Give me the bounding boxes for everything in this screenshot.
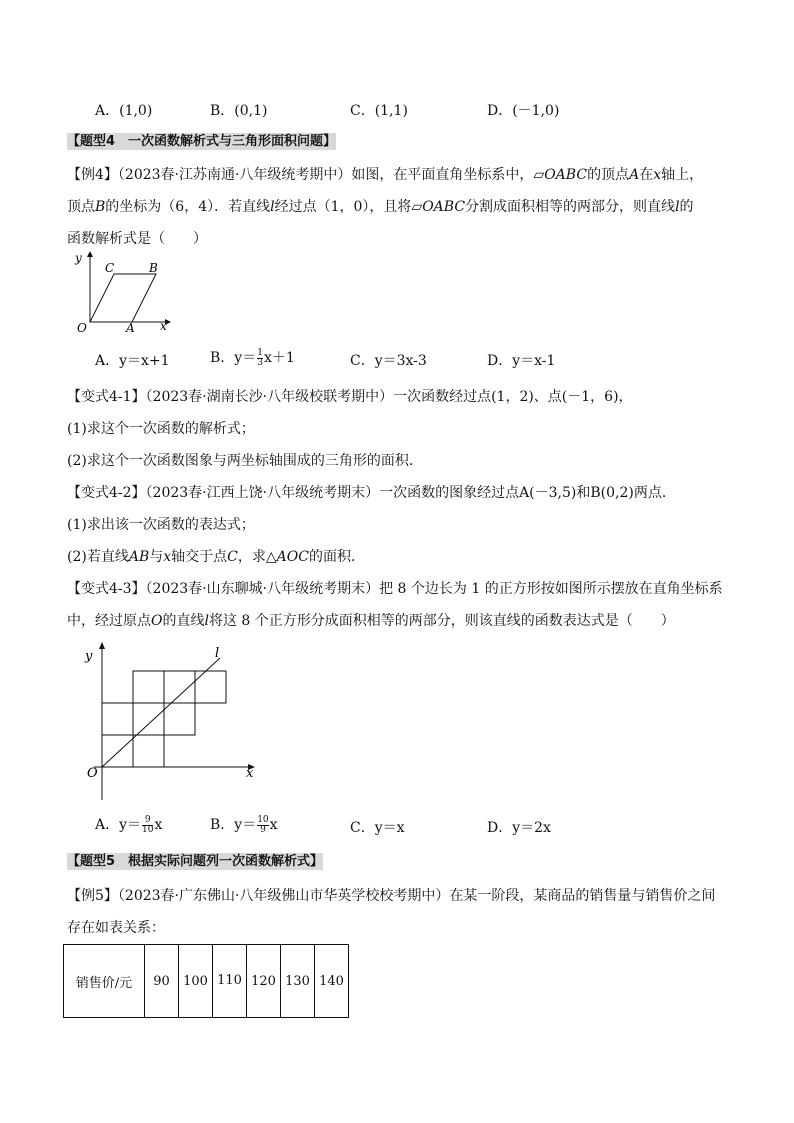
ex4-line3: 函数解析式是（ ） (67, 231, 207, 247)
option-a: A．y＝ $\frac{9}{10}$ x (95, 814, 163, 835)
y-arrow (87, 251, 93, 257)
var41-q1: (1)求这个一次函数的解析式； (67, 421, 255, 437)
table-cell: 110 (213, 945, 247, 1018)
ex4-line2: 顶点B的坐标为（6，4）．若直线l经过点（1，0），且将▱OABC分割成面积相等的两部分，则直线l的 (67, 199, 694, 215)
square (164, 671, 195, 703)
y-arrow (99, 642, 105, 649)
table-cell: 130 (281, 945, 315, 1018)
square (102, 703, 133, 735)
var42-line1: 【变式4-2】（2023春·江西上饶·八年级统考期末）一次函数的图象经过点A(－3,5)和B(0,2)两点． (67, 485, 676, 501)
table-cell: 120 (247, 945, 281, 1018)
square (195, 671, 226, 703)
option-c: C．y＝3x-3 (350, 353, 427, 369)
option-b: B．(0,1) (210, 103, 268, 119)
var41-q2: (2)求这个一次函数图象与两坐标轴围成的三角形的面积． (67, 453, 423, 469)
option-d: D．(－1,0) (487, 103, 560, 119)
label-x: x (160, 319, 167, 333)
option-a: A．(1,0) (95, 103, 153, 119)
option-c: C．(1,1) (350, 103, 408, 119)
label-c: C (105, 261, 115, 275)
table-cell: 90 (145, 945, 179, 1018)
square (133, 735, 164, 767)
var41-line1: 【变式4-1】（2023春·湖南长沙·八年级校联考期中）一次函数经过点(1，2)、点(－1，6)， (67, 389, 633, 405)
label-l: l (215, 646, 220, 661)
parallelogram-oabc (90, 274, 156, 322)
option-b: B．y＝ $\frac{1}{3}$ x＋1 (210, 347, 295, 368)
label-x: x (246, 766, 254, 781)
table-cell: 140 (315, 945, 349, 1018)
label-b: B (149, 261, 158, 275)
label-a: A (126, 321, 135, 335)
square (133, 671, 164, 703)
ex5-line2: 存在如表关系： (67, 920, 165, 936)
label-y: y (75, 251, 82, 265)
table-cell: 100 (179, 945, 213, 1018)
topic4-heading: 【题型4 一次函数解析式与三角形面积问题】 (67, 134, 337, 149)
var42-q2: (2)若直线AB与x轴交于点C，求△AOC的面积． (67, 549, 365, 565)
option-d: D．y＝x-1 (487, 353, 556, 369)
squares-figure (80, 640, 280, 805)
option-b: B．y＝ $\frac{10}{9}$ x (210, 814, 278, 835)
label-o: O (87, 766, 98, 781)
var43-line2: 中，经过原点O的直线l将这 8 个正方形分成面积相等的两部分，则该直线的函数表达式是（ ） (67, 613, 675, 629)
parallelogram-figure (70, 250, 190, 340)
var42-q1: (1)求出该一次函数的表达式； (67, 517, 255, 533)
option-d: D．y＝2x (487, 820, 551, 836)
square (133, 703, 164, 735)
ex5-line1: 【例5】（2023春·广东佛山·八年级佛山市华英学校校考期中）在某一阶段，某商品的销售量与销售价之间 (67, 888, 716, 904)
price-table (63, 944, 349, 1018)
table-header-cell: 销售价/元 (64, 945, 145, 1018)
option-c: C．y＝x (350, 820, 405, 836)
squares-group (102, 671, 226, 767)
label-y: y (85, 649, 93, 664)
topic5-heading: 【题型5 根据实际问题列一次函数解析式】 (67, 854, 324, 869)
table-row (64, 945, 349, 1018)
line-l (102, 658, 220, 767)
ex4-line1: 【例4】（2023春·江苏南通·八年级统考期中）如图，在平面直角坐标系中，▱OABC的顶点A在x轴上， (67, 167, 704, 183)
option-a: A．y＝x+1 (95, 353, 170, 369)
square (164, 703, 195, 735)
label-o: O (77, 321, 87, 335)
var43-line1: 【变式4-3】（2023春·山东聊城·八年级统考期末）把 8 个边长为 1 的正方形按如图所示摆放在直角坐标系 (67, 581, 723, 597)
